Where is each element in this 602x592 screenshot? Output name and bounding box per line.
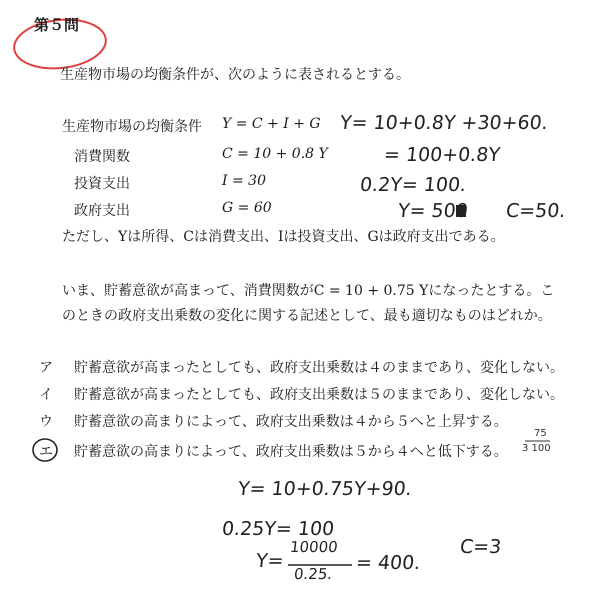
choice-text-e: 貯蓄意欲の高まりによって、政府支出乗数は５から４へと低下する。 bbox=[74, 444, 508, 460]
equation-formula-consumption: C = 10 + 0.8 Y bbox=[222, 146, 328, 162]
handwritten-line-7a: Y= bbox=[254, 550, 285, 572]
question-line-1: いま、貯蓄意欲が高まって、消費関数がC = 10 + 0.75 Yになったとする。こ bbox=[62, 283, 555, 299]
question-line-2: のときの政府支出乗数の変化に関する記述として、最も適切なものはどれか。 bbox=[62, 308, 552, 324]
handwritten-side-numerator: 75 bbox=[534, 428, 547, 439]
problem-title: 第５問 bbox=[34, 16, 80, 34]
equation-label-investment: 投資支出 bbox=[74, 176, 130, 192]
problem-intro: 生産物市場の均衡条件が、次のように表されるとする。 bbox=[60, 67, 410, 83]
handwritten-fraction-numerator: 10000 bbox=[289, 538, 339, 556]
equation-formula-government: G = 60 bbox=[222, 200, 272, 216]
choice-marker-u: ウ bbox=[39, 414, 53, 430]
handwritten-side-denominator: 3 100 bbox=[522, 443, 551, 454]
equation-label-equilibrium: 生産物市場の均衡条件 bbox=[62, 119, 202, 135]
choice-text-u: 貯蓄意欲の高まりによって、政府支出乗数は４から５へと上昇する。 bbox=[74, 414, 508, 430]
equation-label-government: 政府支出 bbox=[74, 203, 130, 219]
handwritten-line-4: Y= 500 bbox=[396, 200, 469, 222]
handwritten-line-8: C=3 bbox=[458, 536, 503, 558]
handwritten-line-6: 0.25Y= 100 bbox=[220, 518, 336, 540]
handwritten-line-7b: = 400. bbox=[354, 552, 422, 574]
variable-note: ただし、Yは所得、Cは消費支出、Iは投資支出、Gは政府支出である。 bbox=[62, 229, 505, 245]
equation-label-consumption: 消費関数 bbox=[74, 149, 130, 165]
choice-text-i: 貯蓄意欲が高まったとしても、政府支出乗数は５のままであり、変化しない。 bbox=[74, 387, 564, 403]
equation-formula-equilibrium: Y = C + I + G bbox=[222, 116, 321, 132]
handwritten-fraction-denominator: 0.25. bbox=[293, 565, 334, 583]
choice-marker-e: エ bbox=[39, 444, 53, 460]
choice-text-a: 貯蓄意欲が高まったとしても、政府支出乗数は４のままであり、変化しない。 bbox=[74, 360, 564, 376]
equation-formula-investment: I = 30 bbox=[222, 173, 266, 189]
choice-marker-i: イ bbox=[39, 387, 53, 403]
handwritten-line-4b: C=50. bbox=[504, 200, 567, 222]
handwritten-line-3: 0.2Y= 100. bbox=[358, 174, 468, 196]
handwritten-line-1: Y= 10+0.8Y +30+60. bbox=[338, 112, 549, 134]
handwritten-line-5: Y= 10+0.75Y+90. bbox=[236, 478, 413, 500]
choice-marker-a: ア bbox=[39, 360, 53, 376]
handwritten-line-2: = 100+0.8Y bbox=[382, 144, 502, 166]
